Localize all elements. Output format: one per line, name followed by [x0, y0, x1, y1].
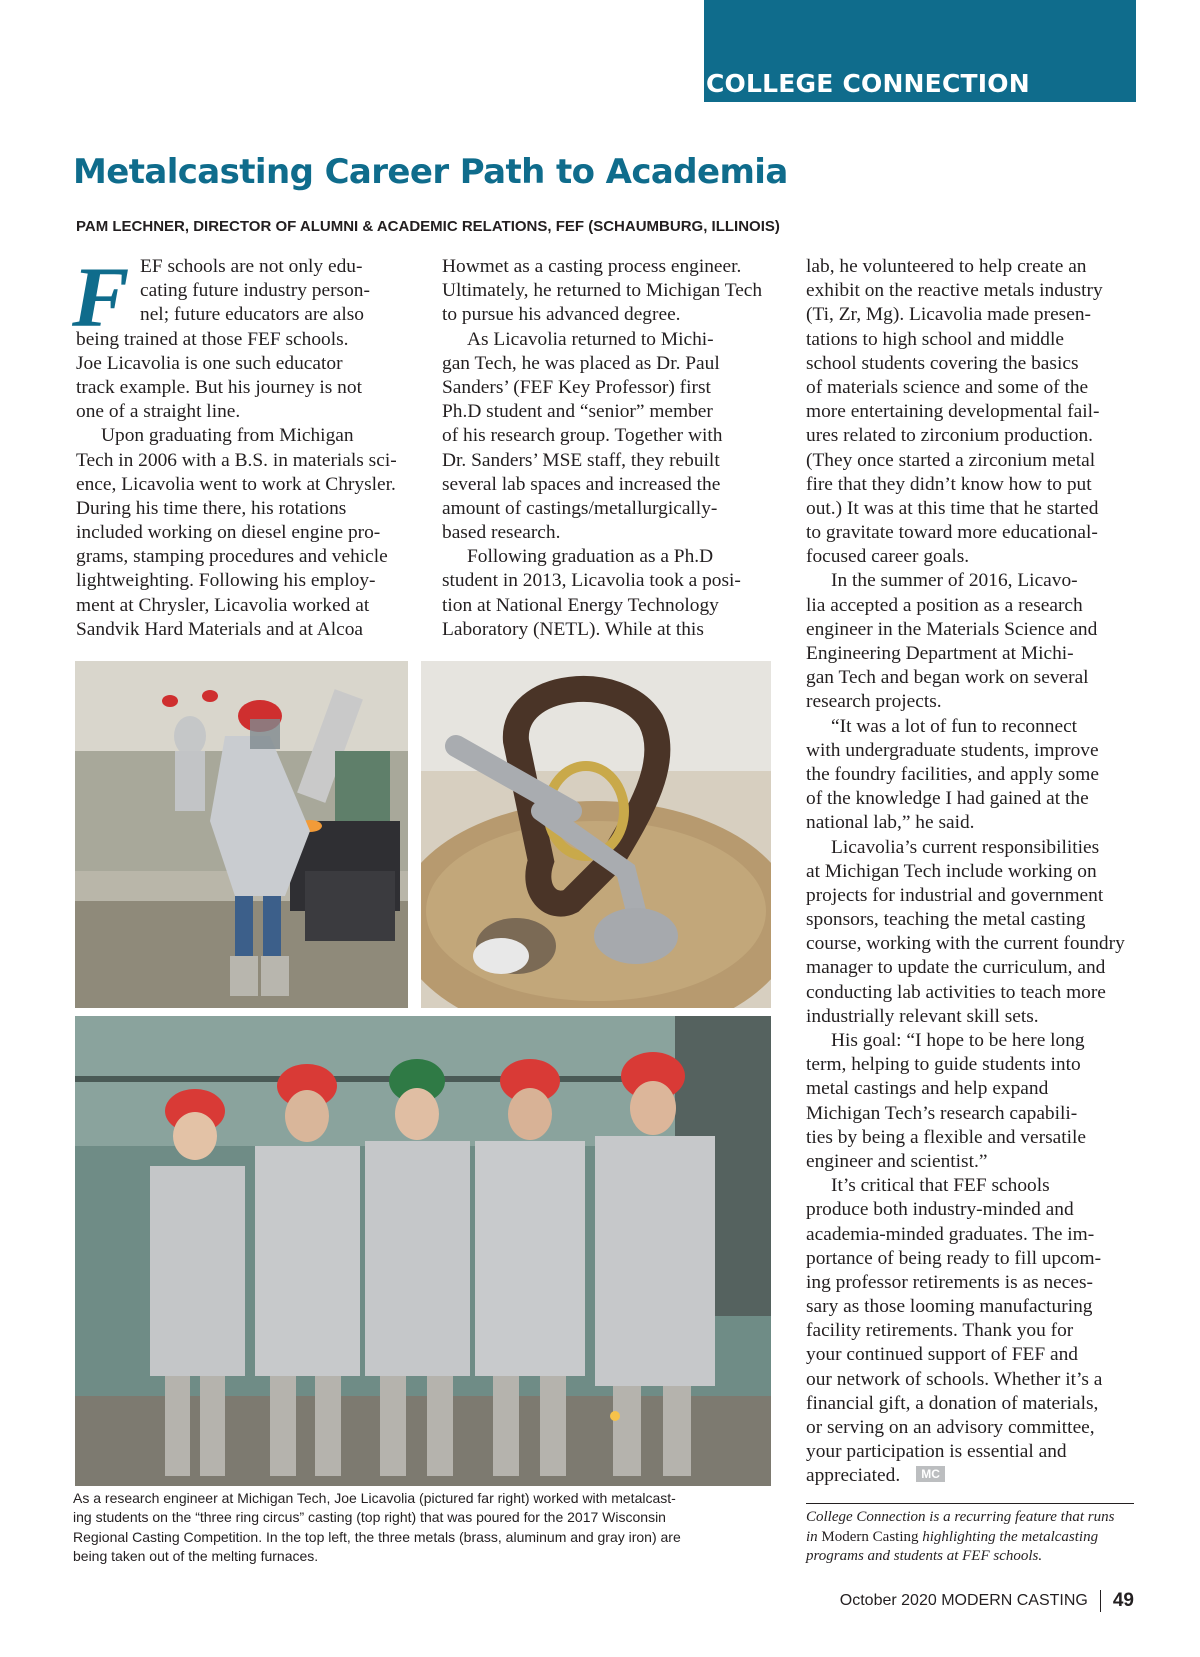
text-line: Following graduation as a Ph.D	[467, 546, 714, 568]
text-line: “It was a lot of fun to reconnect	[831, 715, 1078, 737]
text-line: ence, Licavolia went to work at Chrysler.	[76, 473, 396, 495]
footer-divider	[1100, 1590, 1101, 1612]
text-line: sponsors, teaching the metal casting	[806, 909, 1086, 931]
text-line: exhibit on the reactive metals industry	[806, 280, 1103, 302]
text-line: national lab,” he said.	[806, 812, 975, 834]
text-line: included working on diesel engine pro-	[76, 522, 381, 544]
issue-date: October 2020	[839, 1592, 937, 1609]
text-line: research projects.	[806, 691, 942, 713]
footnote-divider	[806, 1503, 1134, 1504]
text-line: manager to update the curriculum, and	[806, 957, 1106, 979]
text-line: His goal: “I hope to be here long	[831, 1030, 1085, 1051]
page-number: 49	[1112, 1590, 1134, 1611]
text-line: ures related to zirconium production.	[806, 425, 1093, 447]
text-line: track example. But his journey is not	[76, 376, 362, 398]
text-line: gan Tech and began work on several	[806, 667, 1089, 689]
text-line: conducting lab activities to teach more	[806, 981, 1106, 1003]
text-line: your participation is essential and	[806, 1441, 1067, 1463]
text-line: being trained at those FEF schools.	[76, 328, 349, 350]
text-line: to gravitate toward more educational-	[806, 522, 1098, 544]
text-line: student in 2013, Licavolia took a posi-	[442, 570, 741, 592]
text-line: Licavolia’s current responsibilities	[831, 836, 1100, 858]
text-line: your continued support of FEF and	[806, 1344, 1078, 1366]
text-line: facility retirements. Thank you for	[806, 1320, 1074, 1342]
text-line: Laboratory (NETL). While at this	[442, 618, 704, 640]
text-line: Howmet as a casting process engineer.	[442, 256, 742, 277]
text-line: academia-minded graduates. The im-	[806, 1223, 1095, 1245]
text-line: Joe Licavolia is one such educator	[76, 352, 343, 374]
drop-cap: F	[72, 249, 130, 345]
text-line: to pursue his advanced degree.	[442, 304, 681, 326]
end-of-article-badge: MC	[916, 1466, 945, 1482]
text-line: Sanders’ (FEF Key Professor) first	[442, 376, 711, 398]
text-line: appreciated. MC	[806, 1464, 1136, 1488]
text-line: one of a straight line.	[76, 401, 241, 423]
text-line: It’s critical that FEF schools	[831, 1175, 1050, 1197]
text-line: ties by being a flexible and versatile	[806, 1126, 1086, 1148]
text-line: several lab spaces and increased the	[442, 473, 721, 495]
text-line: more entertaining developmental fail-	[806, 401, 1100, 423]
caption-line: being taken out of the melting furnaces.	[73, 1547, 319, 1564]
text-column-3	[806, 255, 1136, 1489]
text-line: gan Tech, he was placed as Dr. Paul	[442, 352, 720, 374]
text-line: metal castings and help expand	[806, 1078, 1049, 1100]
feature-footnote	[806, 1508, 1136, 1567]
text-line: amount of castings/metallurgically-	[442, 497, 718, 519]
text-line: (Ti, Zr, Mg). Licavolia made presen-	[806, 304, 1091, 326]
page-footer	[840, 1590, 1134, 1612]
photo-student-group	[75, 1016, 771, 1486]
text-line: In the summer of 2016, Licavo-	[831, 570, 1078, 592]
text-line: projects for industrial and government	[806, 884, 1104, 906]
byline: PAM LECHNER, DIRECTOR OF ALUMNI & ACADEMIC RELATIONS, FEF (SCHAUMBURG, ILLINOIS)	[76, 218, 780, 235]
text-line: focused career goals.	[806, 546, 970, 568]
text-line: Michigan Tech’s research capabili-	[806, 1102, 1078, 1124]
text-line: ing professor retirements is as neces-	[806, 1271, 1093, 1293]
text-line: Upon graduating from Michigan	[101, 425, 354, 447]
text-column-2	[442, 255, 772, 642]
text-line: school students covering the basics	[806, 352, 1079, 374]
text-line: nel; future educators are also	[140, 304, 364, 326]
caption-line: As a research engineer at Michigan Tech, Joe Licavolia (pictured far right) worked with metalcast-	[73, 1490, 676, 1506]
text-line: Ultimately, he returned to Michigan Tech	[442, 280, 763, 302]
text-line: produce both industry-minded and	[806, 1199, 1074, 1221]
footnote-line: programs and students at FEF schools.	[806, 1548, 1043, 1564]
text-line: (They once started a zirconium metal	[806, 449, 1096, 471]
text-line: engineer in the Materials Science and	[806, 618, 1098, 640]
article-title: Metalcasting Career Path to Academia	[73, 152, 788, 192]
text-line: Tech in 2006 with a B.S. in materials sci-	[76, 449, 397, 471]
section-header-tab	[704, 0, 1136, 102]
text-line: portance of being ready to fill upcom-	[806, 1247, 1102, 1269]
text-line: with undergraduate students, improve	[806, 739, 1099, 761]
text-line: course, working with the current foundry	[806, 933, 1125, 955]
section-label: COLLEGE CONNECTION	[706, 69, 1030, 98]
text-line: grams, stamping procedures and vehicle	[76, 546, 388, 568]
caption-line: Regional Casting Competition. In the top left, the three metals (brass, aluminum and gray iron) are	[73, 1528, 681, 1545]
text-line: based research.	[442, 522, 561, 544]
text-line: financial gift, a donation of materials,	[806, 1392, 1099, 1414]
text-line: During his time there, his rotations	[76, 497, 347, 519]
text-line: Sandvik Hard Materials and at Alcoa	[76, 618, 364, 640]
magazine-name: MODERN CASTING	[941, 1592, 1088, 1609]
text-line: industrially relevant skill sets.	[806, 1005, 1039, 1027]
text-line: sary as those looming manufacturing	[806, 1296, 1093, 1318]
text-line: out.) It was at this time that he started	[806, 497, 1099, 519]
text-line: Ph.D student and “senior” member	[442, 401, 713, 423]
text-line: term, helping to guide students into	[806, 1054, 1081, 1076]
text-line: at Michigan Tech include working on	[806, 860, 1097, 882]
text-line: ment at Chrysler, Licavolia worked at	[76, 594, 370, 616]
text-line: Engineering Department at Michi-	[806, 643, 1074, 664]
text-line: tations to high school and middle	[806, 328, 1064, 350]
text-line: fire that they didn’t know how to put	[806, 473, 1092, 495]
footnote-line: in Modern Casting highlighting the metalcasting	[806, 1528, 1099, 1545]
photo-caption	[73, 1489, 773, 1566]
text-line: the foundry facilities, and apply some	[806, 763, 1099, 785]
text-line: Dr. Sanders’ MSE staff, they rebuilt	[442, 449, 720, 471]
text-line: lab, he volunteered to help create an	[806, 256, 1087, 277]
text-line: lia accepted a position as a research	[806, 594, 1083, 616]
text-line: of his research group. Together with	[442, 425, 723, 447]
photo-three-ring-casting	[421, 661, 771, 1008]
text-line: engineer and scientist.”	[806, 1150, 988, 1172]
text-line: cating future industry person-	[140, 280, 370, 302]
caption-line: ing students on the “three ring circus” casting (top right) that was poured for the 2017 Wisconsin	[73, 1509, 666, 1526]
text-line: As Licavolia returned to Michi-	[467, 328, 714, 350]
footnote-line: College Connection is a recurring feature that runs	[806, 1509, 1115, 1525]
text-line: or serving on an advisory committee,	[806, 1417, 1095, 1438]
text-line: tion at National Energy Technology	[442, 594, 719, 616]
text-line: lightweighting. Following his employ-	[76, 570, 376, 592]
text-line: EF schools are not only edu-	[140, 256, 363, 277]
text-line: of the knowledge I had gained at the	[806, 788, 1089, 810]
text-line: our network of schools. Whether it’s a	[806, 1368, 1103, 1390]
text-column-1	[76, 255, 396, 642]
text-line: of materials science and some of the	[806, 376, 1089, 398]
photo-furnace-pour	[75, 661, 408, 1008]
